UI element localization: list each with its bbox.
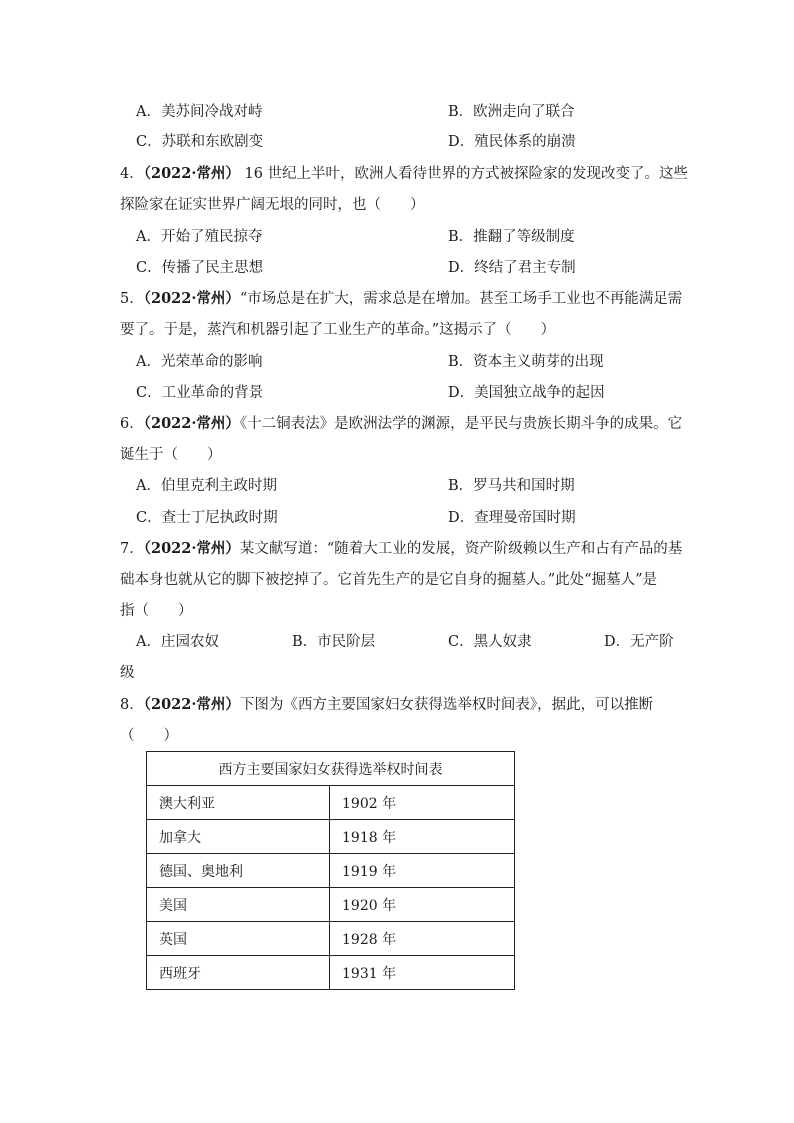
q3-option-b: B．欧洲走向了联合 <box>448 104 575 120</box>
q3-option-a: A．美苏间冷战对峙 <box>136 104 263 120</box>
q7-option-d: D．无产阶 <box>604 634 674 650</box>
q6-stem-line-1: 6．（2022·常州）《十二铜表法》是欧洲法学的渊源，是平民与贵族长期斗争的成果。它 <box>120 415 683 432</box>
q6-options-row-2 <box>136 507 696 529</box>
q4-stem-line-2: 探险家在证实世界广阔无垠的同时，也（ ） <box>120 197 425 213</box>
table-cell-year: 1931 年 <box>330 956 515 990</box>
q6-option-c: C．查士丁尼执政时期 <box>136 510 278 526</box>
q4-option-c: C．传播了民主思想 <box>136 260 264 276</box>
table-cell-country: 西班牙 <box>147 956 330 990</box>
q5-options-row-1 <box>136 351 696 373</box>
q7-option-c: C．黑人奴隶 <box>448 634 532 650</box>
q5-stem-line-2: 要了。于是，蒸汽和机器引起了工业生产的革命。”这揭示了（ ） <box>120 322 556 338</box>
q4-stem-line-1: 4．（2022·常州） 16 世纪上半叶，欧洲人看待世界的方式被探险家的发现改变了。这些 <box>120 165 689 182</box>
table-row <box>147 956 515 990</box>
q4-options-row-1 <box>136 226 696 248</box>
table-row <box>147 922 515 956</box>
table-cell-year: 1918 年 <box>330 820 515 854</box>
table-row <box>147 786 515 820</box>
q6-stem-line-2: 诞生于（ ） <box>120 447 222 463</box>
q7-option-a: A．庄园农奴 <box>136 634 219 650</box>
table-row <box>147 888 515 922</box>
q5-stem-line-1: 5．（2022·常州）“市场总是在扩大，需求总是在增加。甚至工场手工业也不再能满足需 <box>120 290 683 307</box>
table-cell-country: 澳大利亚 <box>147 786 330 820</box>
table-title-row <box>147 752 515 786</box>
table-cell-year: 1920 年 <box>330 888 515 922</box>
q7-option-b: B．市民阶层 <box>292 634 376 650</box>
table-cell-year: 1919 年 <box>330 854 515 888</box>
q3-option-c: C．苏联和东欧剧变 <box>136 134 264 150</box>
q7-option-d-wrap: 级 <box>120 665 135 681</box>
q5-option-b: B．资本主义萌芽的出现 <box>448 354 604 370</box>
q4-option-a: A．开始了殖民掠夺 <box>136 229 263 245</box>
q5-options-row-2 <box>136 382 696 404</box>
q4-option-b: B．推翻了等级制度 <box>448 229 575 245</box>
table-cell-year: 1928 年 <box>330 922 515 956</box>
table-cell-country: 英国 <box>147 922 330 956</box>
q6-option-d: D．查理曼帝国时期 <box>448 510 576 526</box>
table-title: 西方主要国家妇女获得选举权时间表 <box>147 752 515 786</box>
q3-option-d: D．殖民体系的崩溃 <box>448 134 576 150</box>
q5-option-a: A．光荣革命的影响 <box>136 354 263 370</box>
q6-option-b: B．罗马共和国时期 <box>448 478 575 494</box>
q8-stem-line-1: 8．（2022·常州）下图为《西方主要国家妇女获得选举权时间表》，据此，可以推断 <box>120 696 654 713</box>
table-cell-country: 加拿大 <box>147 820 330 854</box>
q3-options-row-1 <box>136 101 696 123</box>
q4-options-row-2 <box>136 257 696 279</box>
table-row <box>147 820 515 854</box>
table-cell-country: 美国 <box>147 888 330 922</box>
q5-option-d: D．美国独立战争的起因 <box>448 385 605 401</box>
q6-option-a: A．伯里克利主政时期 <box>136 478 277 494</box>
q7-stem-line-3: 指（ ） <box>120 603 193 619</box>
q5-option-c: C．工业革命的背景 <box>136 385 264 401</box>
q3-options-row-2 <box>136 131 696 153</box>
table-cell-year: 1902 年 <box>330 786 515 820</box>
q7-options-row <box>136 631 696 653</box>
suffrage-table <box>146 751 515 990</box>
q7-stem-line-1: 7．（2022·常州）某文献写道：“随着大工业的发展，资产阶级赖以生产和占有产品的基 <box>120 540 683 557</box>
q6-options-row-1 <box>136 475 696 497</box>
table-row <box>147 854 515 888</box>
q8-stem-line-2: （ ） <box>120 728 178 744</box>
table-cell-country: 德国、奥地利 <box>147 854 330 888</box>
q4-option-d: D．终结了君主专制 <box>448 260 576 276</box>
q7-stem-line-2: 础本身也就从它的脚下被挖掉了。它首先生产的是它自身的掘墓人。”此处“掘墓人”是 <box>120 572 657 588</box>
